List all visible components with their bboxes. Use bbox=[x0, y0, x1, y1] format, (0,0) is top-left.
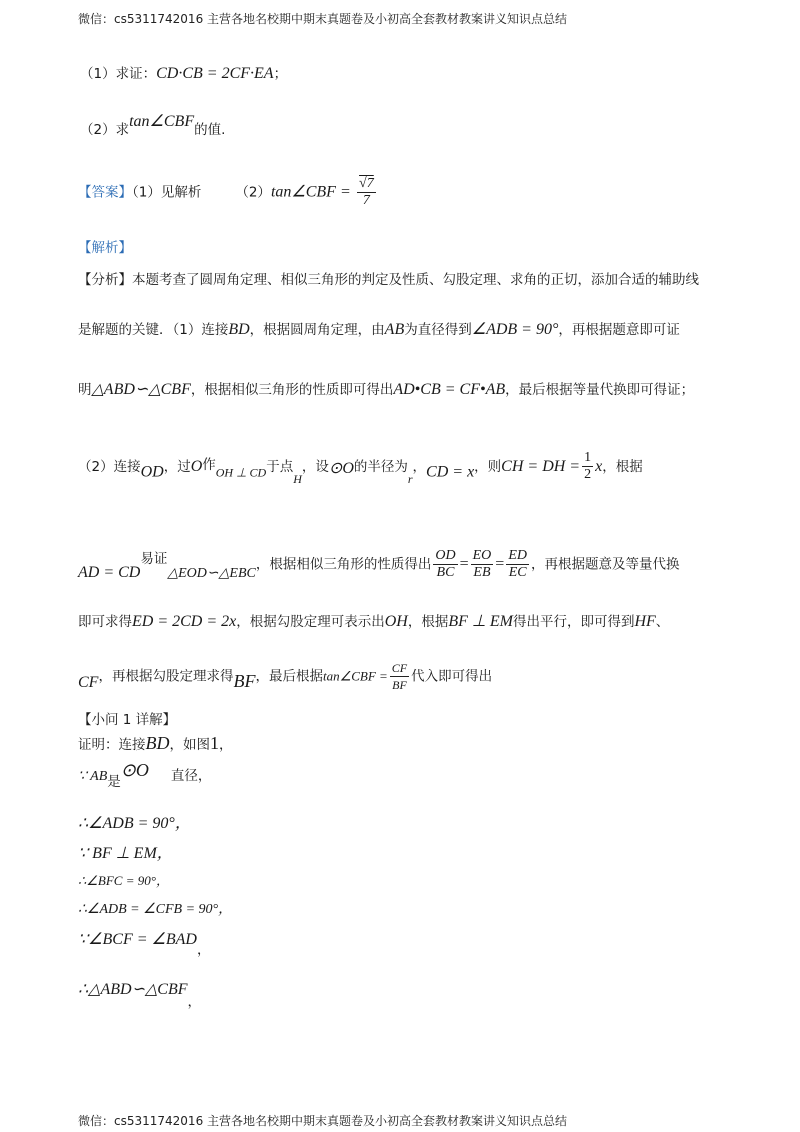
page-header: 微信：cs5311742016 主营各地名校期中期末真题卷及小初高全套教材教案讲义知识点总结 bbox=[78, 12, 568, 26]
answer-expr: tan∠CBF = bbox=[270, 183, 351, 201]
analysis-math: OD bbox=[140, 463, 164, 481]
analysis-math: △EOD∽△EBC bbox=[167, 565, 256, 581]
analysis-math: CD = x bbox=[426, 463, 475, 481]
analysis-text: ，则 bbox=[474, 458, 502, 475]
analysis-text: 为直径得到 bbox=[404, 322, 472, 338]
fraction-od-bc bbox=[433, 548, 457, 581]
analysis-math: tan∠CBF = bbox=[322, 668, 388, 684]
detail-step-8 bbox=[78, 978, 202, 1010]
answer-fraction bbox=[357, 176, 376, 209]
analysis-math: BF bbox=[233, 670, 256, 691]
analysis-text: 是解题的关键．（1）连接 bbox=[78, 322, 229, 338]
analysis-line-6 bbox=[78, 610, 669, 631]
answer-part-1: （1）见解析 bbox=[132, 184, 202, 201]
fraction-eo-eb bbox=[471, 548, 494, 581]
fraction-den: EB bbox=[473, 565, 491, 580]
analysis-math: △ABD∽△CBF bbox=[91, 381, 191, 398]
analysis-line-2 bbox=[78, 318, 680, 339]
analysis-math: O bbox=[190, 457, 203, 475]
question-2-tail: 的值. bbox=[194, 122, 226, 138]
jiexi-tag: 【解析】 bbox=[78, 240, 132, 256]
analysis-text: ，设 bbox=[301, 458, 329, 475]
analysis-text: 的半径为 bbox=[353, 458, 408, 475]
answer-fraction-num: √7 bbox=[359, 176, 374, 191]
analysis-math: BD bbox=[228, 321, 250, 338]
analysis-math: x bbox=[595, 457, 603, 475]
question-2-label: （2）求 bbox=[80, 122, 130, 138]
answer-fraction-den: 7 bbox=[362, 193, 370, 208]
analysis-math: CH = DH = bbox=[501, 457, 581, 475]
detail-math: ∴△ABD∽△CBF bbox=[78, 981, 188, 998]
analysis-text: 得出平行，即可得到 bbox=[512, 614, 635, 630]
fraction-num: OD bbox=[435, 548, 456, 563]
answer-line bbox=[78, 176, 378, 209]
analysis-text: 代入即可得出 bbox=[411, 668, 493, 685]
analysis-text: ，再根据题意即可证 bbox=[558, 322, 680, 338]
analysis-text: ，最后根据等量代换即可得证； bbox=[505, 382, 695, 398]
analysis-math: H bbox=[293, 471, 302, 486]
fraction-num: CF bbox=[391, 661, 408, 675]
analysis-line-5: AD = CD易证△EOD∽△EBC，根据相似三角形的性质得出 $\frac{OD}{BC}$ = $\frac{EO}{EB}$ = $\frac{ED}{EC}$ ，再根据题意及等量代换 bbox=[78, 548, 680, 581]
fraction-den: 2 bbox=[584, 467, 592, 482]
detail-step-6: ∴∠ADB = ∠CFB = 90°， bbox=[78, 902, 233, 917]
question-1-expr: CD·CB = 2CF·EA bbox=[156, 65, 274, 82]
analysis-math: AD•CB = CF•AB bbox=[393, 381, 506, 398]
fraction-ed-ec bbox=[506, 548, 529, 581]
detail-math: ∵∠BCF = ∠BAD bbox=[78, 931, 197, 948]
analysis-text: ， bbox=[412, 458, 427, 475]
analysis-line-1: 【分析】本题考查了圆周角定理、相似三角形的判定及性质、勾股定理、求角的正切，添加合适的辅助线 bbox=[78, 272, 699, 288]
fraction-num: 1 bbox=[584, 450, 592, 465]
fraction-den: BC bbox=[436, 565, 455, 580]
analysis-text: ，根据相似三角形的性质得出 bbox=[255, 556, 432, 573]
analysis-line-7 bbox=[78, 660, 492, 693]
analysis-text: 即可求得 bbox=[78, 614, 132, 630]
analysis-text: 于点 bbox=[266, 458, 294, 475]
question-1-label: （1）求证： bbox=[80, 66, 157, 82]
analysis-text: 作 bbox=[202, 456, 216, 473]
answer-part-2: （2） bbox=[235, 184, 271, 201]
detail-text: 证明：连接 bbox=[78, 737, 146, 753]
fraction-den: BF bbox=[392, 678, 407, 692]
question-2 bbox=[80, 113, 226, 139]
analysis-math: ∠ADB = 90° bbox=[471, 321, 559, 338]
half-fraction bbox=[582, 450, 593, 483]
analysis-text: ，过 bbox=[163, 458, 191, 475]
analysis-text: 、 bbox=[655, 614, 670, 630]
analysis-text: ，再根据勾股定理求得 bbox=[98, 668, 234, 685]
analysis-text: ，再根据题意及等量代换 bbox=[530, 556, 680, 573]
analysis-text: ，最后根据 bbox=[255, 668, 323, 685]
analysis-math: OH bbox=[384, 613, 408, 630]
analysis-text: ，根据 bbox=[407, 614, 449, 630]
analysis-text: （2）连接 bbox=[78, 458, 141, 475]
detail-math: BD bbox=[145, 733, 170, 753]
analysis-math: AB bbox=[384, 321, 405, 338]
fraction-cf-bf bbox=[390, 660, 409, 693]
analysis-text: ，根据相似三角形的性质即可得出 bbox=[190, 382, 394, 398]
analysis-math: ⊙O bbox=[328, 459, 354, 477]
detail-text: 直径， bbox=[170, 768, 212, 784]
detail-step-5: ∴∠BFC = 90°， bbox=[78, 873, 169, 888]
detail-math: ⊙O bbox=[120, 760, 149, 780]
analysis-math: HF bbox=[634, 613, 656, 630]
analysis-line-4 bbox=[78, 450, 643, 489]
fraction-num: ED bbox=[508, 548, 527, 563]
analysis-text: ，根据圆周角定理，由 bbox=[249, 322, 385, 338]
analysis-math: AD = CD bbox=[78, 563, 141, 581]
analysis-line-3 bbox=[78, 378, 694, 399]
detail-step-3: ∴∠ADB = 90°， bbox=[78, 815, 191, 832]
analysis-math: CF bbox=[78, 673, 99, 691]
analysis-math: r bbox=[407, 471, 413, 486]
analysis-math: ED = 2CD = 2x bbox=[132, 613, 237, 630]
detail-text: ， bbox=[196, 942, 211, 958]
analysis-text: 明 bbox=[78, 382, 92, 398]
fraction-num: EO bbox=[472, 548, 492, 563]
detail-text: ， bbox=[187, 994, 202, 1010]
detail-math: 1 bbox=[210, 733, 219, 753]
page-footer: 微信：cs5311742016 主营各地名校期中期末真题卷及小初高全套教材教案讲义知识点总结 bbox=[78, 1114, 568, 1128]
detail-step-2 bbox=[78, 760, 212, 790]
answer-tag: 【答案】 bbox=[78, 184, 132, 201]
question-1 bbox=[80, 62, 287, 83]
detail-text: ，如图 bbox=[169, 737, 210, 753]
question-2-expr: tan∠CBF bbox=[129, 113, 195, 130]
analysis-math: BF ⊥ EM bbox=[448, 613, 513, 630]
detail-math: ∵ AB bbox=[78, 769, 108, 784]
detail-text: ， bbox=[219, 737, 233, 753]
question-1-tail: ； bbox=[273, 66, 288, 82]
analysis-text: ，根据 bbox=[602, 458, 643, 475]
analysis-math: OH ⊥ CD bbox=[215, 465, 267, 480]
detail-step-4: ∵ BF ⊥ EM， bbox=[78, 845, 173, 862]
fraction-den: EC bbox=[508, 565, 527, 580]
detail-text: 是 bbox=[107, 774, 121, 790]
detail-title: 【小问 1 详解】 bbox=[78, 712, 177, 728]
detail-step-7 bbox=[78, 928, 211, 958]
analysis-text: 易证 bbox=[140, 550, 168, 567]
detail-step-1 bbox=[78, 733, 233, 754]
analysis-text: ，根据勾股定理可表示出 bbox=[236, 614, 385, 630]
